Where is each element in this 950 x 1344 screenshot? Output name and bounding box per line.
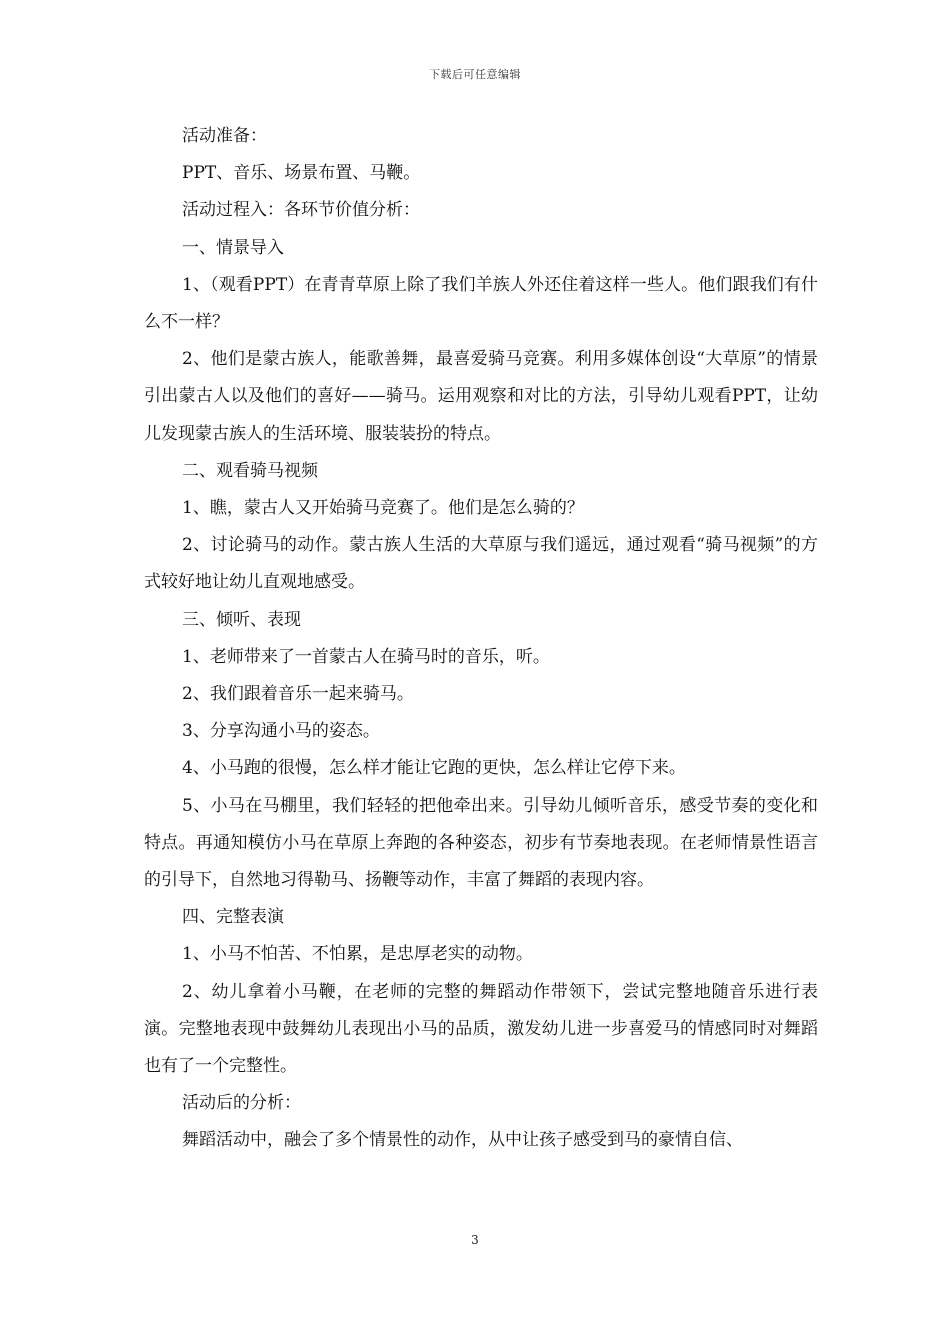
section-heading: 二、观看骑马视频 [182, 460, 318, 481]
paragraph: 1、瞧，蒙古人又开始骑马竞赛了。他们是怎么骑的？ [182, 498, 584, 519]
paragraph: 3、分享沟通小马的姿态。 [182, 721, 380, 742]
paragraph: 2、他们是蒙古族人，能歌善舞，最喜爱骑马竞赛。利用多媒体创设“大草原”的情景引出蒙古人以及他们的喜好——骑马。运用观察和对比的方法，引导幼儿观看PPT，让幼儿发现蒙古族人的生活环境、服装装扮的特点。 [144, 349, 818, 444]
paragraph: 4、小马跑的很慢，怎么样才能让它跑的更快，怎么样让它停下来。 [182, 758, 686, 779]
paragraph: 活动过程入：各环节价值分析： [182, 200, 420, 221]
document-body [144, 118, 818, 1160]
paragraph: 1、老师带来了一首蒙古人在骑马时的音乐，听。 [182, 646, 550, 667]
paragraph: 舞蹈活动中，融会了多个情景性的动作，从中让孩子感受到马的豪情自信、 [182, 1130, 743, 1151]
paragraph: 活动准备： [182, 126, 267, 146]
section-heading: 一、情景导入 [182, 237, 284, 258]
page-number: 3 [471, 1233, 479, 1247]
section-heading: 三、倾听、表现 [182, 609, 301, 630]
section-heading: 四、完整表演 [182, 907, 284, 928]
paragraph: 1、（观看PPT）在青青草原上除了我们羊族人外还住着这样一些人。他们跟我们有什么不一样？ [144, 274, 818, 333]
paragraph: 2、幼儿拿着小马鞭，在老师的完整的舞蹈动作带领下，尝试完整地随音乐进行表演。完整地表现中鼓舞幼儿表现出小马的品质，激发幼儿进一步喜爱马的情感同时对舞蹈也有了一个完整性。 [144, 981, 818, 1077]
paragraph: 2、讨论骑马的动作。蒙古族人生活的大草原与我们遥远，通过观看“骑马视频”的方式较好地让幼儿直观地感受。 [144, 535, 818, 593]
paragraph: 5、小马在马棚里，我们轻轻的把他牵出来。引导幼儿倾听音乐，感受节奏的变化和特点。再通知模仿小马在草原上奔跑的各种姿态，初步有节奏地表现。在老师情景性语言的引导下，自然地习得勒马、扬鞭等动作，丰富了舞蹈的表现内容。 [144, 795, 818, 891]
paragraph: PPT、音乐、场景布置、马鞭。 [182, 163, 421, 184]
paragraph: 2、我们跟着音乐一起来骑马。 [182, 684, 414, 705]
paragraph: 活动后的分析： [182, 1093, 301, 1114]
page-header: 下载后可任意编辑 [429, 68, 521, 81]
paragraph: 1、小马不怕苦、不怕累，是忠厚老实的动物。 [182, 944, 533, 965]
